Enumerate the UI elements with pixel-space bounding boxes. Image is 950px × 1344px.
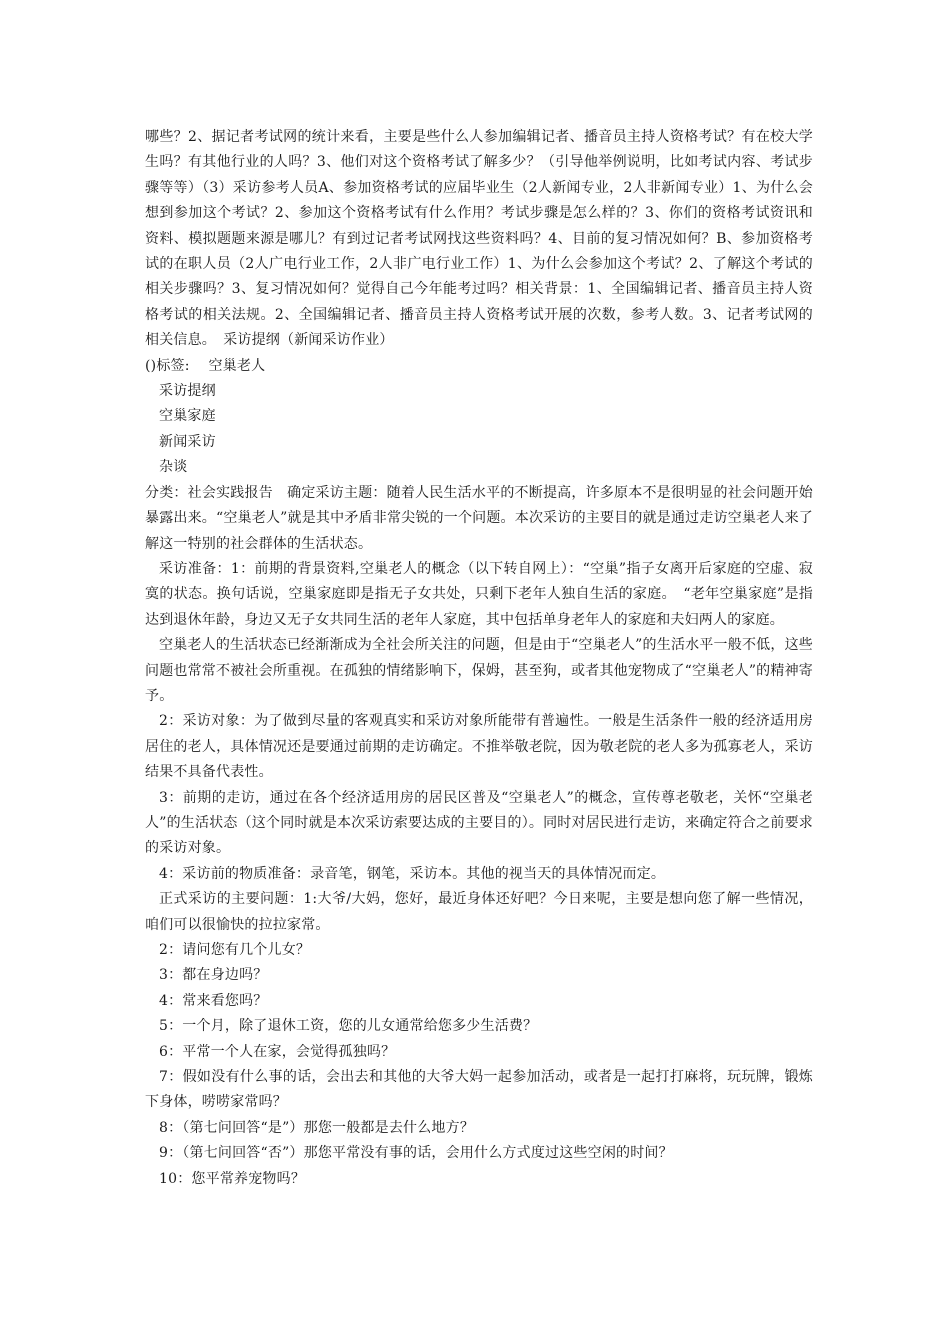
question-item: 10：您平常养宠物吗？ [159, 1170, 306, 1187]
question-item: 7：假如没有什么事的话，会出去和其他的大爷大妈一起参加活动，或者是一起打打麻将，玩玩牌，锻炼下身体，唠唠家常吗？ [145, 1069, 813, 1111]
tag-item: 新闻采访 [159, 433, 216, 450]
question-item: 2：请问您有几个儿女？ [159, 942, 311, 958]
document-body [145, 125, 813, 1192]
paragraph-preparation: 采访准备：1：前期的背景资料,空巢老人的概念（以下转自网上）：“空巢”指子女离开后家庭的空虚、寂寞的状态。换句话说，空巢家庭即是指无子女共处，只剩下老年人独自生活的家庭。 “老年空巢家庭”是指达到退休年龄，身边又无子女共同生活的老年人家庭，其中包括单身老年人的家庭和夫妇两人的家庭。 [145, 560, 813, 628]
tags-line: ()标签: 空巢老人 [145, 357, 266, 374]
question-item: 8：（第七问回答“是”）那您一般都是去什么地方？ [159, 1119, 475, 1136]
question-item: 6：平常一个人在家，会觉得孤独吗？ [159, 1043, 396, 1060]
paragraph-materials: 4：采访前的物质准备：录音笔，钢笔，采访本。其他的视当天的具体情况而定。 [159, 865, 666, 882]
question-item: 9：（第七问回答“否”）那您平常没有事的话，会用什么方式度过这些空闲的时间？ [159, 1145, 673, 1162]
tag-item: 采访提纲 [159, 383, 216, 400]
question-item: 正式采访的主要问题：1:大爷/大妈，您好，最近身体还好吧？今日来呢，主要是想向您了解一些情况，咱们可以很愉快的拉拉家常。 [145, 891, 813, 933]
question-item: 5：一个月，除了退休工资，您的儿女通常给您多少生活费？ [159, 1018, 538, 1035]
tag-item: 杂谈 [159, 459, 188, 476]
paragraph-category-topic: 分类：社会实践报告 确定采访主题：随着人民生活水平的不断提高，许多原本不是很明显的社会问题开始暴露出来。“空巢老人”就是其中矛盾非常尖锐的一个问题。本次采访的主要目的就是通过走访空巢老人来了解这一特别的社会群体的生活状态。 [145, 484, 813, 552]
paragraph-living-status: 空巢老人的生活状态已经渐渐成为全社会所关注的问题，但是由于“空巢老人”的生活水平一般不低，这些问题也常常不被社会所重视。在孤独的情绪影响下，保姆，甚至狗，或者其他宠物成了“空巢老人”的精神寄予。 [145, 637, 813, 704]
paragraph-early-visits: 3：前期的走访，通过在各个经济适用房的居民区普及“空巢老人”的概念，宣传尊老敬老，关怀“空巢老人”的生活状态（这个同时就是本次采访索要达成的主要目的）。同时对居民进行走访，来确定符合之前要求的采访对象。 [145, 789, 813, 857]
paragraph-exam-questions: 哪些？2、据记者考试网的统计来看，主要是些什么人参加编辑记者、播音员主持人资格考试？有在校大学生吗？有其他行业的人吗？3、他们对这个资格考试了解多少？（引导他举例说明，比如考试内容、考试步骤等等）（3）采访参考人员A、参加资格考试的应届毕业生（2人新闻专业，2人非新闻专业）1、为什么会想到参加这个考试？2、参加这个资格考试有什么作用？考试步骤是怎么样的？3、你们的资格考试资讯和资料、模拟题题来源是哪儿？有到过记者考试网找这些资料吗？4、目前的复习情况如何？B、参加资格考试的在职人员（2人广电行业工作，2人非广电行业工作）1、为什么会参加这个考试？2、了解这个考试的相关步骤吗？3、复习情况如何？觉得自己今年能考过吗？相关背景：1、全国编辑记者、播音员主持人资格考试的相关法规。2、全国编辑记者、播音员主持人资格考试开展的次数，参考人数。3、记者考试网的相关信息。 采访提纲（新闻采访作业） [145, 129, 813, 349]
tag-item: 空巢家庭 [159, 408, 216, 425]
question-item: 4：常来看您吗？ [159, 992, 268, 1009]
paragraph-interviewees: 2：采访对象：为了做到尽量的客观真实和采访对象所能带有普遍性。一般是生活条件一般的经济适用房居住的老人，具体情况还是要通过前期的走访确定。不推举敬老院，因为敬老院的老人多为孤寡老人，采访结果不具备代表性。 [145, 713, 813, 781]
question-item: 3：都在身边吗？ [159, 967, 268, 984]
